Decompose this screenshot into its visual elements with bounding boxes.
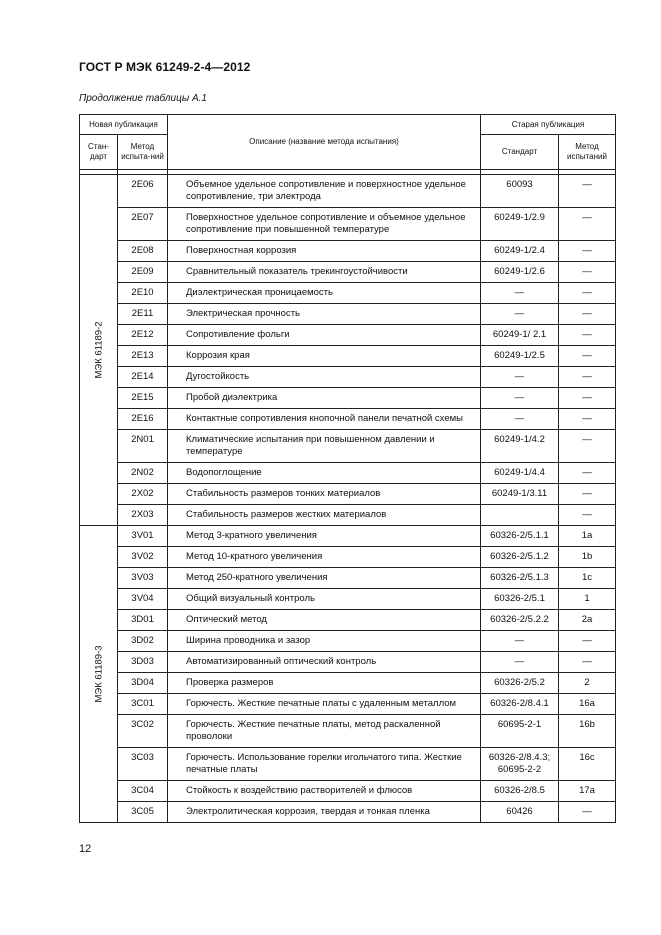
description-cell: Оптический метод — [168, 610, 481, 631]
method-code-cell: 3C04 — [118, 781, 168, 802]
old-method-cell: 16b — [559, 715, 616, 748]
old-standard-cell: 60326-2/8.5 — [481, 781, 559, 802]
old-standard-cell: 60249-1/2.6 — [481, 262, 559, 283]
header-method: Метод испыта-ний — [118, 135, 168, 170]
old-standard-cell: 60695-2-1 — [481, 715, 559, 748]
table-row — [80, 325, 616, 346]
description-cell: Стабильность размеров жестких материалов — [168, 505, 481, 526]
old-method-cell: 2 — [559, 673, 616, 694]
description-cell: Сравнительный показатель трекингоустойчивости — [168, 262, 481, 283]
table-row — [80, 409, 616, 430]
old-standard-cell: — — [481, 409, 559, 430]
old-standard-cell: 60249-1/4.4 — [481, 463, 559, 484]
old-standard-cell: — — [481, 631, 559, 652]
old-method-cell: — — [559, 304, 616, 325]
table-row — [80, 589, 616, 610]
table-row — [80, 748, 616, 781]
old-method-cell: — — [559, 631, 616, 652]
table-row — [80, 547, 616, 568]
method-code-cell: 3D02 — [118, 631, 168, 652]
comparison-table — [79, 114, 616, 823]
old-method-cell: 1a — [559, 526, 616, 547]
old-method-cell: — — [559, 346, 616, 367]
table-row — [80, 505, 616, 526]
header-old-publication: Старая публикация — [481, 115, 616, 135]
page-number: 12 — [79, 843, 92, 855]
old-standard-cell: 60249-1/3.11 — [481, 484, 559, 505]
old-standard-cell: 60326-2/5.1.2 — [481, 547, 559, 568]
method-code-cell: 3D01 — [118, 610, 168, 631]
description-cell: Автоматизированный оптический контроль — [168, 652, 481, 673]
method-code-cell: 2E14 — [118, 367, 168, 388]
old-standard-cell: 60326-2/5.1.1 — [481, 526, 559, 547]
description-cell: Объемное удельное сопротивление и поверхностное удельное сопротивление, три электрода — [168, 175, 481, 208]
old-standard-cell: — — [481, 283, 559, 304]
method-code-cell: 2E16 — [118, 409, 168, 430]
table-row — [80, 715, 616, 748]
old-standard-cell: 60249-1/ 2.1 — [481, 325, 559, 346]
description-cell: Контактные сопротивления кнопочной панели печатной схемы — [168, 409, 481, 430]
old-standard-cell: 60249-1/2.9 — [481, 208, 559, 241]
group-standard-label: МЭК 61189-3 — [93, 645, 104, 703]
header-row-1 — [80, 115, 616, 135]
method-code-cell: 2X03 — [118, 505, 168, 526]
old-method-cell: 1c — [559, 568, 616, 589]
method-code-cell: 2E13 — [118, 346, 168, 367]
old-standard-cell: 60326-2/5.2.2 — [481, 610, 559, 631]
old-method-cell: — — [559, 208, 616, 241]
description-cell: Водопоглощение — [168, 463, 481, 484]
old-method-cell: — — [559, 388, 616, 409]
old-method-cell: — — [559, 430, 616, 463]
table-row — [80, 631, 616, 652]
old-method-cell: — — [559, 175, 616, 208]
old-standard-cell: 60093 — [481, 175, 559, 208]
group-standard-cell — [80, 175, 118, 526]
old-standard-cell: 60426 — [481, 802, 559, 823]
method-code-cell: 3V03 — [118, 568, 168, 589]
old-standard-cell: 60326-2/5.1 — [481, 589, 559, 610]
description-cell: Климатические испытания при повышенном давлении и температуре — [168, 430, 481, 463]
old-method-cell: 2a — [559, 610, 616, 631]
old-method-cell: — — [559, 283, 616, 304]
old-method-cell: — — [559, 463, 616, 484]
method-code-cell: 2E08 — [118, 241, 168, 262]
method-code-cell: 2E07 — [118, 208, 168, 241]
old-method-cell: — — [559, 262, 616, 283]
old-standard-cell: 60326-2/5.1.3 — [481, 568, 559, 589]
old-standard-cell: 60249-1/4.2 — [481, 430, 559, 463]
old-method-cell: — — [559, 802, 616, 823]
table-row — [80, 208, 616, 241]
old-standard-cell: 60249-1/2.5 — [481, 346, 559, 367]
old-method-cell: — — [559, 409, 616, 430]
description-cell: Горючесть. Жесткие печатные платы с удаленным металлом — [168, 694, 481, 715]
description-cell: Метод 3-кратного увеличения — [168, 526, 481, 547]
table-row — [80, 526, 616, 547]
method-code-cell: 2E06 — [118, 175, 168, 208]
description-cell: Поверхностная коррозия — [168, 241, 481, 262]
method-code-cell: 3C01 — [118, 694, 168, 715]
description-cell: Дугостойкость — [168, 367, 481, 388]
method-code-cell: 3V01 — [118, 526, 168, 547]
method-code-cell: 3V02 — [118, 547, 168, 568]
description-cell: Электрическая прочность — [168, 304, 481, 325]
old-method-cell: — — [559, 484, 616, 505]
description-cell: Стойкость к воздействию растворителей и флюсов — [168, 781, 481, 802]
description-cell: Пробой диэлектрика — [168, 388, 481, 409]
table-row — [80, 781, 616, 802]
old-method-cell: — — [559, 325, 616, 346]
old-method-cell: — — [559, 652, 616, 673]
method-code-cell: 3C05 — [118, 802, 168, 823]
table-row — [80, 484, 616, 505]
old-method-cell: 16a — [559, 694, 616, 715]
description-cell: Электролитическая коррозия, твердая и тонкая пленка — [168, 802, 481, 823]
description-cell: Горючесть. Использование горелки игольчатого типа. Жесткие печатные платы — [168, 748, 481, 781]
table-row — [80, 175, 616, 208]
table-row — [80, 802, 616, 823]
description-cell: Ширина проводника и зазор — [168, 631, 481, 652]
table-row — [80, 388, 616, 409]
method-code-cell: 3D03 — [118, 652, 168, 673]
old-standard-cell: — — [481, 367, 559, 388]
header-description: Описание (название метода испытания) — [168, 115, 481, 170]
table-row — [80, 673, 616, 694]
table-row — [80, 568, 616, 589]
header-old-standard: Стандарт — [481, 135, 559, 170]
description-cell: Метод 250-кратного увеличения — [168, 568, 481, 589]
table-row — [80, 262, 616, 283]
old-standard-cell: — — [481, 388, 559, 409]
old-method-cell: 1b — [559, 547, 616, 568]
old-standard-cell: 60326-2/8.4.3; 60695-2-2 — [481, 748, 559, 781]
old-method-cell: — — [559, 367, 616, 388]
old-method-cell: 1 — [559, 589, 616, 610]
method-code-cell: 3V04 — [118, 589, 168, 610]
table-row — [80, 346, 616, 367]
old-standard-cell: 60249-1/2.4 — [481, 241, 559, 262]
document-title: ГОСТ Р МЭК 61249-2-4—2012 — [79, 60, 251, 74]
description-cell: Сопротивление фольги — [168, 325, 481, 346]
method-code-cell: 2N02 — [118, 463, 168, 484]
old-standard-cell: 60326-2/5.2 — [481, 673, 559, 694]
description-cell: Диэлектрическая проницаемость — [168, 283, 481, 304]
method-code-cell: 2N01 — [118, 430, 168, 463]
method-code-cell: 2E12 — [118, 325, 168, 346]
header-old-method: Метод испытаний — [559, 135, 616, 170]
description-cell: Поверхностное удельное сопротивление и объемное удельное сопротивление при повышенной температуре — [168, 208, 481, 241]
method-code-cell: 3D04 — [118, 673, 168, 694]
description-cell: Метод 10-кратного увеличения — [168, 547, 481, 568]
header-new-publication: Новая публикация — [80, 115, 168, 135]
table-row — [80, 241, 616, 262]
method-code-cell: 2E11 — [118, 304, 168, 325]
description-cell: Коррозия края — [168, 346, 481, 367]
table-row — [80, 367, 616, 388]
table-row — [80, 430, 616, 463]
method-code-cell: 2E15 — [118, 388, 168, 409]
method-code-cell: 2E10 — [118, 283, 168, 304]
method-code-cell: 2X02 — [118, 484, 168, 505]
table-row — [80, 304, 616, 325]
table-row — [80, 652, 616, 673]
header-standard: Стан-дарт — [80, 135, 118, 170]
table-row — [80, 610, 616, 631]
old-standard-cell: — — [481, 652, 559, 673]
method-code-cell: 2E09 — [118, 262, 168, 283]
group-standard-label: МЭК 61189-2 — [93, 321, 104, 379]
description-cell: Общий визуальный контроль — [168, 589, 481, 610]
table-caption: Продолжение таблицы А.1 — [79, 93, 207, 104]
table-row — [80, 283, 616, 304]
old-method-cell: 16c — [559, 748, 616, 781]
old-standard-cell: — — [481, 304, 559, 325]
old-method-cell: — — [559, 505, 616, 526]
table-row — [80, 463, 616, 484]
description-cell: Горючесть. Жесткие печатные платы, метод раскаленной проволоки — [168, 715, 481, 748]
old-standard-cell — [481, 505, 559, 526]
description-cell: Проверка размеров — [168, 673, 481, 694]
old-method-cell: 17a — [559, 781, 616, 802]
method-code-cell: 3C02 — [118, 715, 168, 748]
group-standard-cell — [80, 526, 118, 823]
description-cell: Стабильность размеров тонких материалов — [168, 484, 481, 505]
old-standard-cell: 60326-2/8.4.1 — [481, 694, 559, 715]
old-method-cell: — — [559, 241, 616, 262]
table-row — [80, 694, 616, 715]
method-code-cell: 3C03 — [118, 748, 168, 781]
